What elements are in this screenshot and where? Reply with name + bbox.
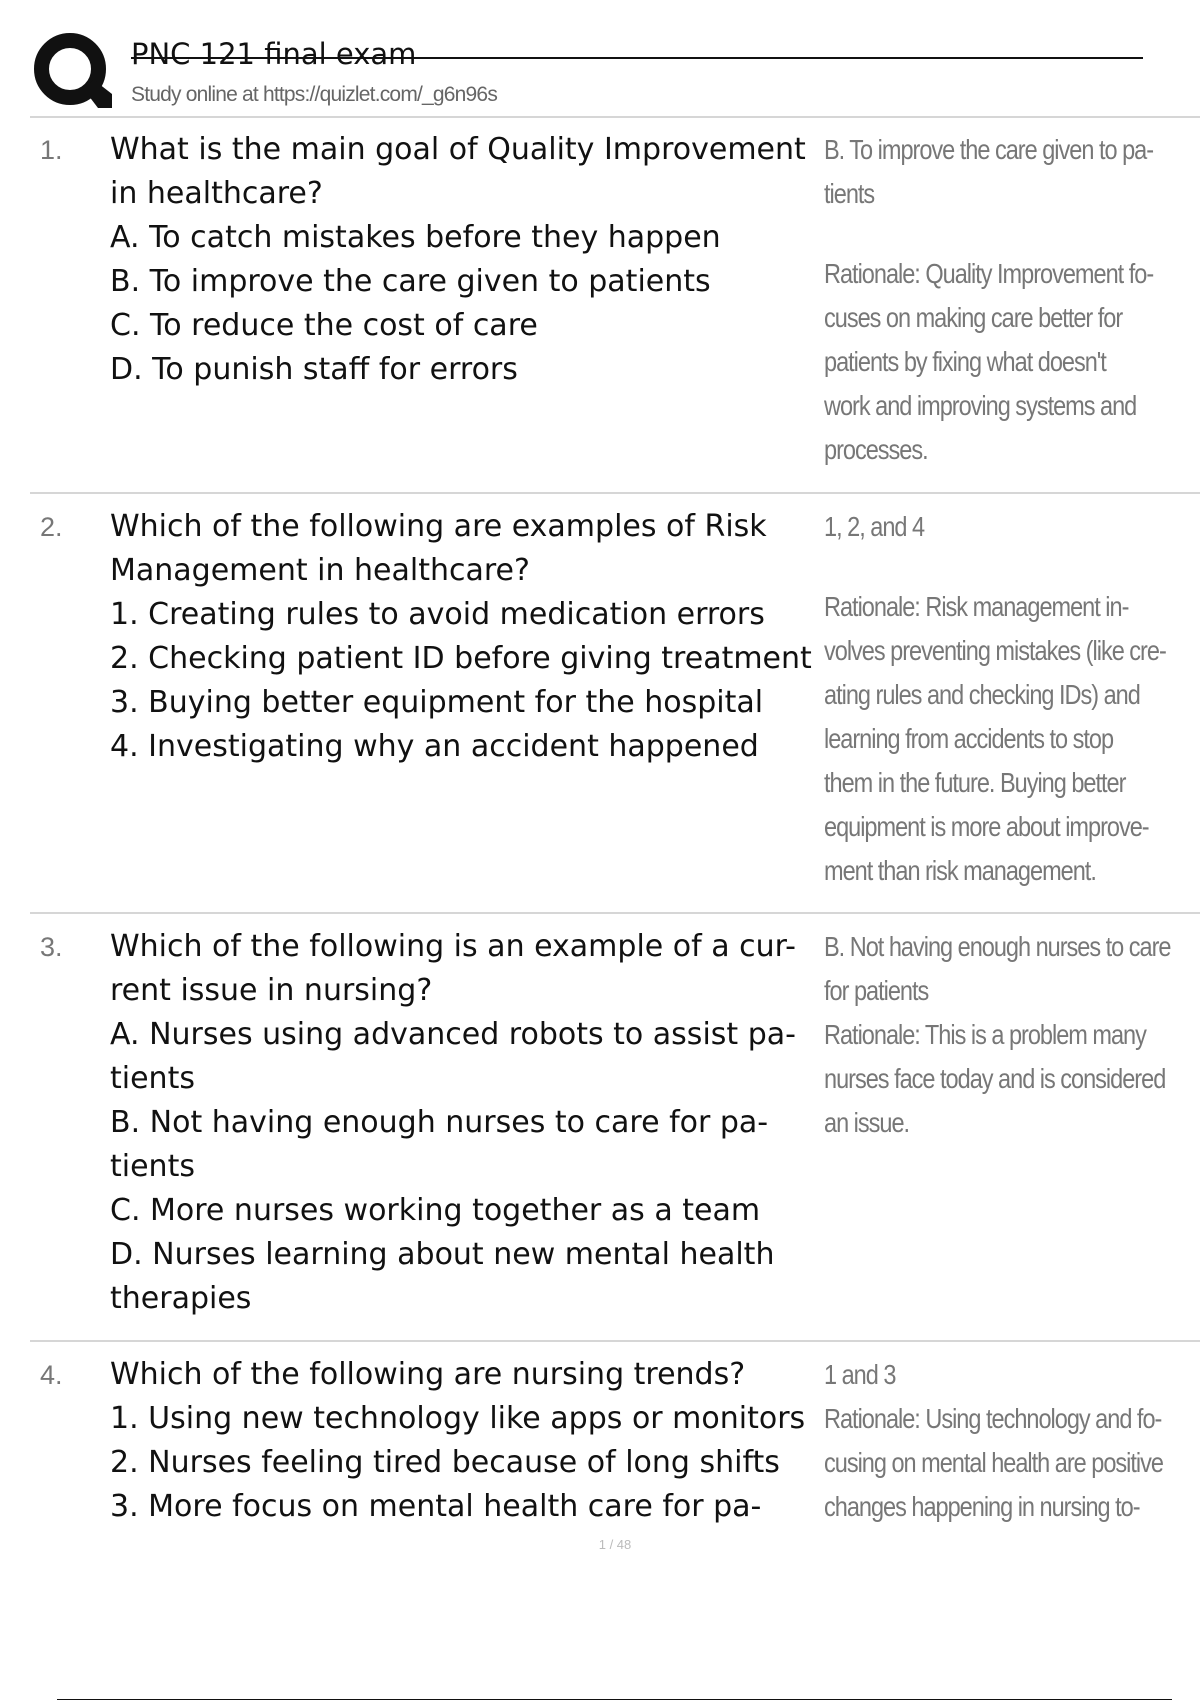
card-divider — [30, 912, 1200, 914]
option-line: 4. Investigating why an accident happened — [110, 729, 759, 764]
rationale-line: Rationale: Quality Improvement fo- — [824, 258, 1154, 289]
rationale-line: them in the future. Buying better — [824, 767, 1126, 798]
card-answer — [824, 128, 1154, 472]
question-line: in healthcare? — [110, 176, 323, 211]
option-line: therapies — [110, 1281, 252, 1316]
question-line: Which of the following are nursing trends? — [110, 1357, 746, 1392]
card-question — [110, 1353, 840, 1529]
option-line: 2. Nurses feeling tired because of long shifts — [110, 1445, 780, 1480]
page-number: 1 / 48 — [598, 1537, 632, 1552]
answer-line: B. Not having enough nurses to care — [824, 931, 1171, 962]
answer-line: 1 and 3 — [824, 1359, 896, 1390]
option-line: C. To reduce the cost of care — [110, 308, 538, 343]
answer-line: 1, 2, and 4 — [824, 511, 925, 542]
rationale-line: ment than risk management. — [824, 855, 1096, 886]
option-line: tients — [110, 1061, 195, 1096]
card-divider — [30, 492, 1200, 494]
page-title: PNC 121 final exam — [131, 37, 417, 71]
card-divider — [30, 116, 1200, 118]
rationale-line: cusing on mental health are positive — [824, 1447, 1163, 1478]
title-rule — [131, 57, 1143, 59]
rationale-line: nurses face today and is considered — [824, 1063, 1166, 1094]
card-question — [110, 505, 840, 769]
question-line: What is the main goal of Quality Improvement — [110, 132, 806, 167]
rationale-line: processes. — [824, 434, 928, 465]
rationale-line: equipment is more about improve- — [824, 811, 1149, 842]
rationale-line: learning from accidents to stop — [824, 723, 1114, 754]
card-number: 2. — [40, 512, 63, 542]
answer-line: B. To improve the care given to pa- — [824, 134, 1154, 165]
option-line: D. Nurses learning about new mental health — [110, 1237, 775, 1272]
rationale-line: patients by fixing what doesn't — [824, 346, 1106, 377]
rationale-line: cuses on making care better for — [824, 302, 1123, 333]
study-online-link[interactable]: Study online at https://quizlet.com/_g6n96s — [131, 83, 498, 106]
card-number: 3. — [40, 932, 63, 962]
option-line: 1. Using new technology like apps or monitors — [110, 1401, 806, 1436]
option-line: B. Not having enough nurses to care for pa- — [110, 1105, 769, 1140]
card-answer — [824, 505, 1166, 893]
question-line: rent issue in nursing? — [110, 973, 433, 1008]
rationale-line: Rationale: Using technology and fo- — [824, 1403, 1162, 1434]
option-line: 1. Creating rules to avoid medication errors — [110, 597, 765, 632]
rationale-line: Rationale: This is a problem many — [824, 1019, 1146, 1050]
rationale-line: volves preventing mistakes (like cre- — [824, 635, 1166, 666]
option-line: tients — [110, 1149, 195, 1184]
card-answer — [824, 1353, 1163, 1529]
option-line: 3. Buying better equipment for the hospital — [110, 685, 764, 720]
answer-line: for patients — [824, 975, 929, 1006]
option-line: 3. More focus on mental health care for pa- — [110, 1489, 762, 1524]
card-number: 4. — [40, 1360, 63, 1390]
question-line: Which of the following are examples of Risk — [110, 509, 767, 544]
option-line: 2. Checking patient ID before giving treatment — [110, 641, 812, 676]
rationale-line: work and improving systems and — [824, 390, 1137, 421]
option-line: B. To improve the care given to patients — [110, 264, 711, 299]
rationale-line: an issue. — [824, 1107, 910, 1138]
card-divider — [30, 1340, 1200, 1342]
card-answer — [824, 925, 1171, 1145]
option-line: A. To catch mistakes before they happen — [110, 220, 721, 255]
rationale-line: changes happening in nursing to- — [824, 1491, 1140, 1522]
option-line: A. Nurses using advanced robots to assist pa- — [110, 1017, 796, 1052]
card-question — [110, 128, 840, 392]
answer-line: tients — [824, 178, 875, 209]
card-number: 1. — [40, 135, 63, 165]
quizlet-logo-icon — [30, 30, 112, 112]
question-line: Which of the following is an example of a cur- — [110, 929, 796, 964]
option-line: D. To punish staff for errors — [110, 352, 518, 387]
rationale-line: ating rules and checking IDs) and — [824, 679, 1140, 710]
option-line: C. More nurses working together as a team — [110, 1193, 761, 1228]
rationale-line: Rationale: Risk management in- — [824, 591, 1129, 622]
question-line: Management in healthcare? — [110, 553, 530, 588]
card-question — [110, 925, 840, 1321]
